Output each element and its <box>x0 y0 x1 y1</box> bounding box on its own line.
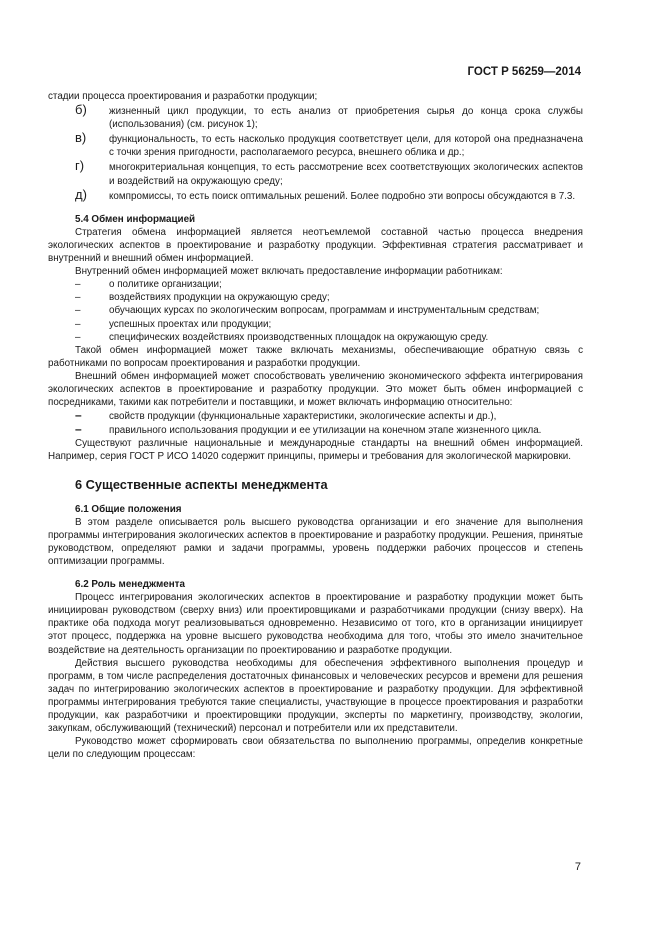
dash-marker: – <box>75 318 81 330</box>
list-text: компромиссы, то есть поиск оптимальных решений. Более подробно эти вопросы обсуждаются в 7.3. <box>109 190 576 202</box>
page-number: 7 <box>574 861 581 873</box>
paragraph: Руководство может сформировать свои обязательства по выполнению программы, определив конкретные цели по следующим процессам: <box>48 736 583 761</box>
paragraph: Внутренний обмен информацией может включать предоставление информации работникам: <box>75 266 503 278</box>
paragraph: Процесс интегрирования экологических аспектов в проектирование и разработку продукции может быть инициирован руководством (сверху вниз) или проектировщиками и разработчиками продукции (снизу вверх). На практике оба подхода могут реализовываться одновременно. Независимо от того, кто в организации инициирует этот процесс, поддержка на уровне высшего руководства необходима для того, чтобы это имело значительное воздействие на деятельность организации по проектированию и разработке продукции. <box>48 592 583 656</box>
paragraph: Действия высшего руководства необходимы для обеспечения эффективного выполнения процедур и программ, в том числе распределения достаточных финансовых и человеческих ресурсов и времени для решения задач по интегрированию экологических аспектов в проектирование и разработку продукции. Для эффективной программы интегрирования требуются такие специалисты, участвующие в процессе проектирования и разработки продукции, как разработчики и проектировщики продукции, эксперты по маркетингу, производству, экологии, закупкам, обслуживающий (технический) персонал и потребители или их представители. <box>48 657 583 735</box>
dash-marker: – <box>75 279 81 291</box>
dash-item <box>48 409 583 423</box>
paragraph: Стратегия обмена информацией является неотъемлемой составной частью процесса внедрения экологических аспектов в проектирование и разработку продукции. Эффективная стратегия рассматривает и внутренний и внешний обмен информацией. <box>48 226 583 265</box>
section-heading: 6.2 Роль менеджмента <box>75 579 185 591</box>
dash-text: воздействиях продукции на окружающую среду; <box>109 292 330 304</box>
list-text: функциональность, то есть насколько продукция соответствует цели, для которой она предназначена с точки зрения пригодности, располагаемого ресурса, внешнего облика и др.; <box>109 134 583 159</box>
chapter-heading: 6 Существенные аспекты менеджмента <box>75 476 328 492</box>
dash-item <box>48 423 583 437</box>
dash-text: о политике организации; <box>109 279 222 291</box>
list-marker: г) <box>75 158 85 174</box>
list-item <box>48 131 583 159</box>
dash-text: правильного использования продукции и ее утилизации на конечном этапе жизненного цикла. <box>109 425 542 437</box>
paragraph: Внешний обмен информацией может способствовать увеличению экономического эффекта интегрирования экологических аспектов в проектирование и разработку продукции. Это может быть обмен информацией с посредниками, такими как потребители и поставщики, и может включать информацию относительно: <box>48 370 583 409</box>
dash-text: свойств продукции (функциональные характеристики, экологические аспекты и др.), <box>109 411 497 423</box>
dash-marker: – <box>75 292 81 304</box>
list-text: жизненный цикл продукции, то есть анализ от приобретения сырья до конца срока службы (использования) (см. рисунок 1); <box>109 106 583 131</box>
paragraph: стадии процесса проектирования и разработки продукции; <box>48 91 318 102</box>
paragraph: В этом разделе описывается роль высшего руководства организации и его значение для выполнения программы интегрирования экологических аспектов в проектирование и разработку продукции. Решения, принятые руководством, определяют рамки и задачи программы, уровень поддержки рабочих процессов и степень оптимизации программы. <box>48 516 583 567</box>
list-marker: в) <box>75 130 87 146</box>
dash-item <box>48 318 583 331</box>
dash-item <box>48 304 583 317</box>
list-item <box>48 188 583 203</box>
dash-text: успешных проектах или продукции; <box>109 318 272 330</box>
dash-item <box>48 278 583 291</box>
list-marker: б) <box>75 102 87 118</box>
dash-marker: – <box>75 331 81 343</box>
standard-header: ГОСТ Р 56259—2014 <box>467 66 581 78</box>
section-heading: 5.4 Обмен информацией <box>75 213 196 225</box>
list-marker: д) <box>75 186 87 202</box>
list-text: многокритериальная концепция, то есть рассмотрение всех соответствующих экологических аспектов и воздействий на окружающую среду; <box>109 162 583 187</box>
dash-marker: – <box>75 305 81 317</box>
list-item <box>48 159 583 187</box>
section-heading: 6.1 Общие положения <box>75 503 182 515</box>
dash-marker: – <box>75 408 82 423</box>
dash-item <box>48 291 583 304</box>
paragraph: Такой обмен информацией может также включать механизмы, обеспечивающие обратную связь с работниками по вопросам проектирования и разработки продукции. <box>48 344 583 369</box>
dash-item <box>48 331 583 344</box>
dash-marker: – <box>75 422 82 437</box>
page-content <box>48 90 583 761</box>
dash-text: обучающих курсах по экологическим вопросам, программам и инструментальным средствам; <box>109 305 540 317</box>
list-item <box>48 103 583 131</box>
paragraph: Существуют различные национальные и международные стандарты на внешний обмен информацией. Например, серия ГОСТ Р ИСО 14020 содержит принципы, примеры и требования для экологической маркировки. <box>48 438 583 463</box>
dash-text: специфических воздействиях производственных площадок на окружающую среду. <box>109 331 489 343</box>
